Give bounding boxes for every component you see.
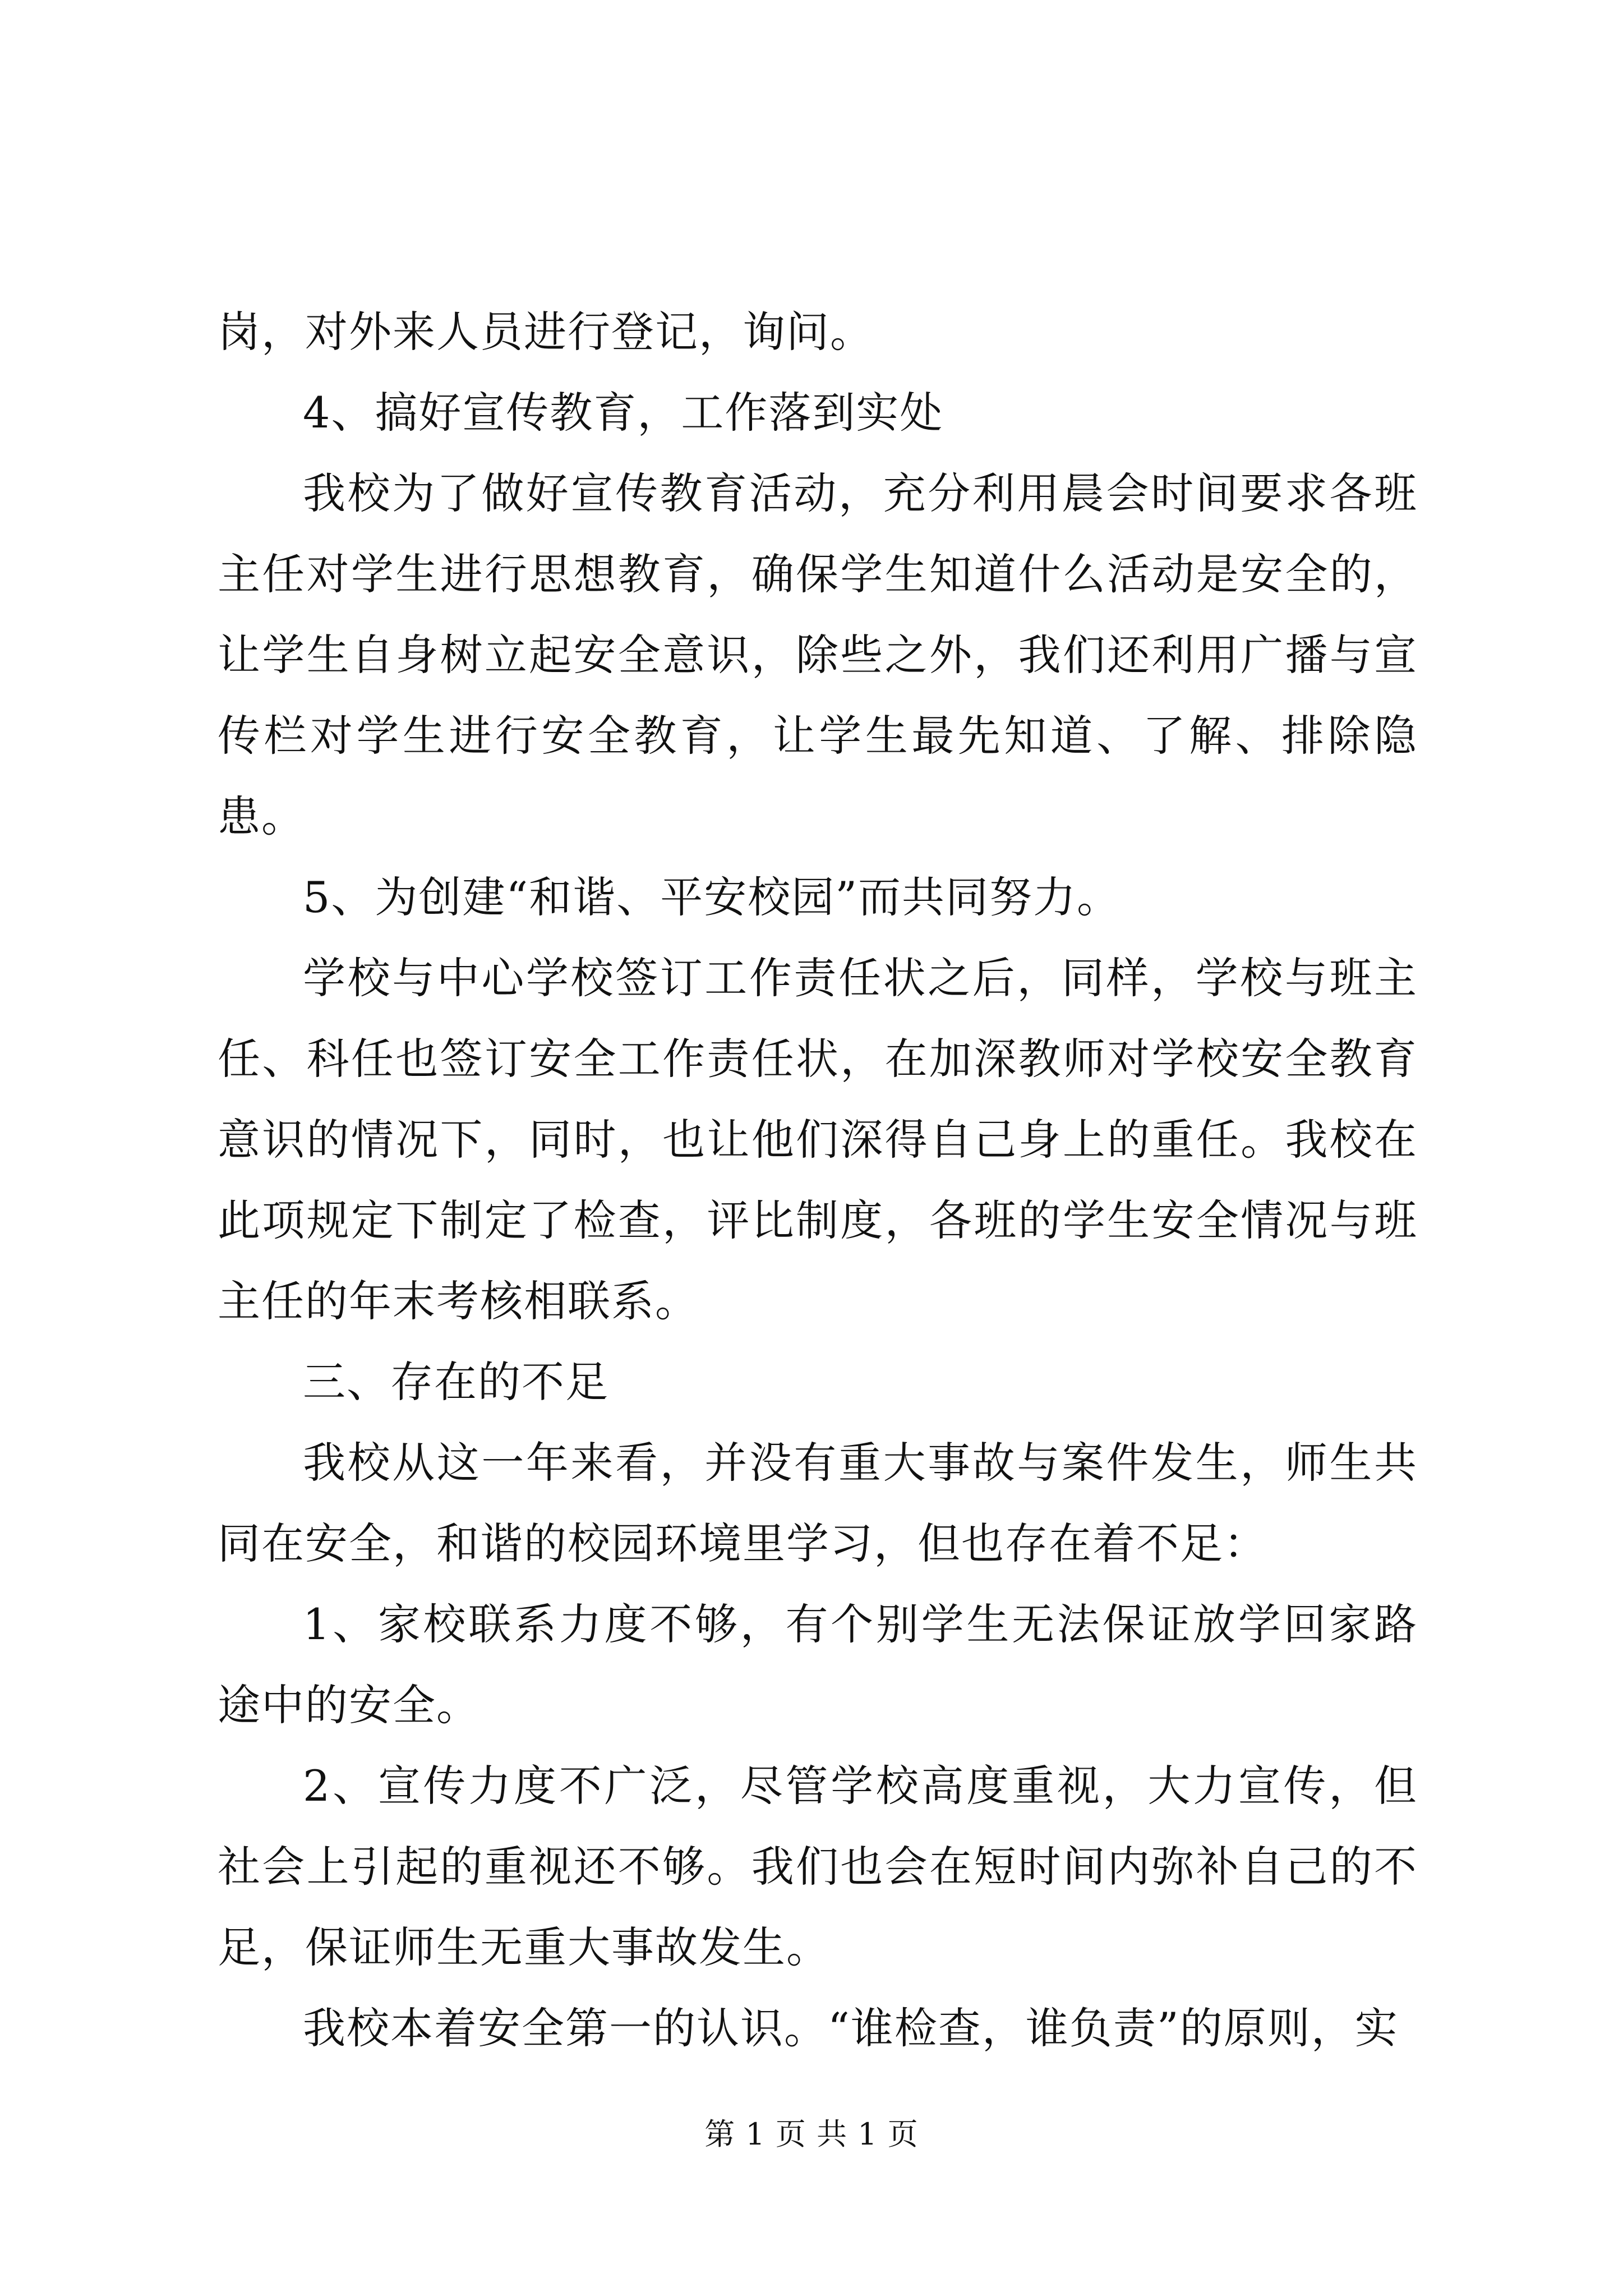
paragraph-closing: 我校本着安全第一的认识。“谁检查，谁负责”的原则，实: [303, 2003, 1399, 2053]
list-item-1: 1、家校联系力度不够，有个别学生无法保证放学回家路途中的安全。: [218, 1599, 1418, 1730]
section-heading-publicity: 4、搞好宣传教育，工作落到实处: [303, 388, 944, 438]
list-item-2: 2、宣传力度不广泛，尽管学校高度重视，大力宣传，但社会上引起的重视还不够。我们也会在短时间内弥补自己的不足，保证师生无重大事故发生。: [218, 1761, 1418, 1972]
paragraph-shortcomings-intro: 我校从这一年来看，并没有重大事故与案件发生，师生共同在安全，和谐的校园环境里学习，但也存在着不足：: [218, 1438, 1418, 1568]
paragraph-continuation: 岗，对外来人员进行登记，询问。: [218, 307, 874, 357]
section-heading-harmony: 5、为创建“和谐、平安校园”而共同努力。: [303, 872, 1121, 922]
document-body: [218, 292, 1418, 2069]
paragraph-publicity: 我校为了做好宣传教育活动，充分利用晨会时间要求各班主任对学生进行思想教育，确保学生知道什么活动是安全的，让学生自身树立起安全意识，除些之外，我们还利用广播与宣传栏对学生进行安全教育，让学生最先知道、了解、排除隐患。: [218, 468, 1418, 841]
page-footer: 第 1 页 共 1 页: [704, 2116, 919, 2152]
paragraph-responsibility: 学校与中心学校签订工作责任状之后，同样，学校与班主任、科任也签订安全工作责任状，在加深教师对学校安全教育意识的情况下，同时，也让他们深得自己身上的重任。我校在此项规定下制定了检查，评比制度，各班的学生安全情况与班主任的年末考核相联系。: [218, 953, 1418, 1326]
section-heading-shortcomings: 三、存在的不足: [303, 1357, 609, 1407]
